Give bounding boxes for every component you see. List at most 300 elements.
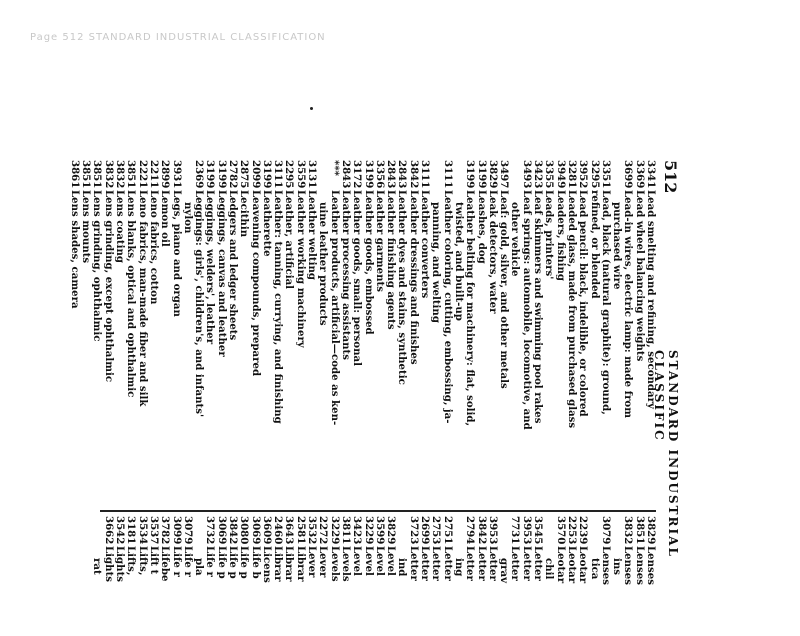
sic-code: 3295 xyxy=(588,160,601,189)
entry-description: Leggings, canvas and leather xyxy=(215,190,228,357)
sic-code: 3851 xyxy=(125,160,138,189)
index-entry xyxy=(520,160,531,510)
index-entry xyxy=(193,160,204,510)
index-entry xyxy=(261,160,272,510)
sic-code: 2843 xyxy=(396,160,409,189)
sic-code: 3532 xyxy=(306,516,319,545)
sic-code: 2272 xyxy=(317,516,330,545)
sic-code: 3842 xyxy=(227,516,240,545)
index-entry xyxy=(351,160,362,510)
sic-code: 3851 xyxy=(633,516,646,545)
entry-description: Life p xyxy=(238,546,251,579)
index-entry xyxy=(419,160,430,510)
entry-description: Leavening compounds, prepared xyxy=(249,190,262,377)
sic-code: 3199 xyxy=(260,160,273,189)
index-entry xyxy=(261,516,272,636)
sic-code: 3199 xyxy=(204,160,217,189)
entry-description: Leather welting xyxy=(306,190,319,280)
index-entry xyxy=(91,160,102,510)
entry-description: Leather garments xyxy=(373,190,386,292)
index-entry xyxy=(136,516,147,636)
entry-description: Letter xyxy=(464,546,477,581)
entry-description: Leather, artificial xyxy=(283,190,296,290)
sic-code: 2699 xyxy=(419,516,432,545)
sic-code: 7731 xyxy=(509,516,522,545)
entry-description: Letter xyxy=(475,546,488,581)
index-entry xyxy=(374,160,385,510)
page-header xyxy=(652,160,680,620)
sic-code: 2581 xyxy=(294,516,307,545)
entry-description: Letter xyxy=(520,546,533,581)
entry-description: Leotar xyxy=(577,546,590,584)
index-entry xyxy=(633,516,644,636)
sic-code: 3079 xyxy=(599,516,612,545)
entry-description: Ledgers and ledger sheets xyxy=(227,190,240,341)
entry-description: Lenses xyxy=(622,546,635,586)
entry-description: Lights xyxy=(114,546,127,583)
entry-description: ind xyxy=(396,558,409,577)
sic-code: 2369 xyxy=(193,160,206,189)
index-entry xyxy=(362,160,373,510)
index-entry xyxy=(464,516,475,636)
entry-description: Leatherette xyxy=(260,190,273,257)
entry-description: Lecithin xyxy=(238,190,251,238)
entry-description: Leather: tanning, currying, and finishing xyxy=(272,190,285,424)
entry-description: Leather goods, small: personal xyxy=(351,190,364,366)
sic-code: 3842 xyxy=(407,160,420,189)
index-entry xyxy=(419,516,430,636)
entry-description: Lens blanks, optical and ophthalmic xyxy=(125,190,138,398)
sic-code: 3952 xyxy=(577,160,590,189)
sic-code: 3570 xyxy=(554,516,567,545)
entry-description: Letter xyxy=(532,546,545,581)
entry-description: Letter xyxy=(419,546,432,581)
entry-description: Leather products, artificial—code as ken- xyxy=(328,190,341,426)
entry-description: Lead smelting and refining, secondary xyxy=(645,190,657,409)
sic-code: 3723 xyxy=(407,516,420,545)
sic-code: 3493 xyxy=(520,160,533,189)
index-entry xyxy=(238,516,249,636)
index-entry xyxy=(407,516,418,636)
index-entry xyxy=(611,516,622,636)
sic-code: 3080 xyxy=(238,516,251,545)
entry-description: Life b xyxy=(249,546,262,579)
index-entry xyxy=(577,516,588,636)
entry-description: ing xyxy=(452,558,465,577)
index-entry xyxy=(182,160,193,510)
sic-code xyxy=(509,160,520,190)
sic-code: 2753 xyxy=(430,516,443,545)
entry-description: pla xyxy=(193,558,206,576)
entry-description: Life r xyxy=(181,546,194,577)
index-entry xyxy=(566,516,577,636)
sic-code: 3229 xyxy=(362,516,375,545)
entry-description: Lift t xyxy=(147,546,160,575)
index-entry xyxy=(554,516,565,636)
index-entry xyxy=(215,516,226,636)
sic-code: 2843 xyxy=(339,160,352,189)
index-entry xyxy=(622,160,633,510)
entry-description: Leather finishing agents xyxy=(385,190,398,330)
entry-description: Leaders, fishing xyxy=(554,190,567,281)
sic-code: 3542 xyxy=(114,516,127,545)
sic-code: 3953 xyxy=(486,516,499,545)
index-entry xyxy=(249,160,260,510)
entry-description: Leggings: girls', children's, and infants' xyxy=(193,190,206,418)
scan-header: Page 512 STANDARD INDUSTRIAL CLASSIFICATION xyxy=(30,32,326,43)
index-entry xyxy=(453,160,464,510)
index-entry xyxy=(600,160,611,510)
sic-code: 3423 xyxy=(532,160,545,189)
entry-description: Leather coloring, cutting, embossing, ja- xyxy=(441,190,454,424)
entry-description: Lever xyxy=(317,546,330,578)
entry-description: Leather converters xyxy=(419,190,432,299)
entry-description: Lead pencil: black, indelible, or colored xyxy=(577,190,590,417)
index-entry xyxy=(340,160,351,510)
index-entry xyxy=(182,516,193,636)
entry-description: Lights xyxy=(102,546,115,583)
entry-description: Leashes, dog xyxy=(475,190,488,264)
entry-description: Leno fabrics, man-made fiber and silk xyxy=(136,190,149,407)
entry-description: Leak detectors, water xyxy=(486,190,499,314)
entry-description: Lifebe xyxy=(159,546,172,582)
sic-code: 3099 xyxy=(170,516,183,545)
sic-code: 3829 xyxy=(385,516,398,545)
sic-code: *** xyxy=(328,160,341,176)
sic-code: 3111 xyxy=(419,160,432,189)
index-entry xyxy=(453,516,464,636)
index-entry xyxy=(645,160,656,510)
sic-code: 3832 xyxy=(102,160,115,189)
entry-description: ins xyxy=(611,558,624,576)
index-entry xyxy=(475,516,486,636)
sic-code: 3662 xyxy=(102,516,115,545)
sic-code: 3281 xyxy=(565,160,578,189)
index-entry xyxy=(441,516,452,636)
right-index-column xyxy=(91,516,657,636)
index-entry xyxy=(600,516,611,636)
sic-code: 3811 xyxy=(339,516,352,545)
index-entry xyxy=(193,516,204,636)
entry-description: Librar xyxy=(283,546,296,582)
sic-code: 3199 xyxy=(475,160,488,189)
index-entry xyxy=(351,516,362,636)
index-entry xyxy=(464,160,475,510)
index-entry xyxy=(374,516,385,636)
index-entry xyxy=(102,160,113,510)
sic-code: 3832 xyxy=(114,160,127,189)
entry-description: Lens coating xyxy=(114,190,127,264)
sic-code: 3931 xyxy=(170,160,183,189)
index-entry xyxy=(543,160,554,510)
entry-description: panning, and welting xyxy=(430,202,443,323)
entry-description: Leather dressings and finishes xyxy=(407,190,420,365)
sic-code: 2253 xyxy=(565,516,578,545)
sic-code: 3111 xyxy=(441,160,454,189)
sic-code xyxy=(317,160,328,190)
entry-description: Leaf skimmers and swimming pool rakes xyxy=(532,190,545,424)
sic-code: 2295 xyxy=(283,160,296,189)
entry-description: Letter xyxy=(486,546,499,581)
entry-description: Leather working machinery xyxy=(294,190,307,348)
entry-description: Lead-in wires, electric lamp: made from xyxy=(622,190,635,419)
entry-description: Leaf springs: automobile, locomotive, and xyxy=(520,190,533,430)
entry-description: Lead wheel balancing weights xyxy=(633,190,646,362)
speck xyxy=(310,107,313,110)
sic-code: 2211 xyxy=(147,160,160,189)
entry-description: Leather goods, embossed xyxy=(362,190,375,335)
index-entry xyxy=(385,516,396,636)
index-entry xyxy=(611,160,622,510)
sic-code: 3355 xyxy=(543,160,556,189)
sic-code: 3851 xyxy=(91,160,104,189)
index-entry xyxy=(498,516,509,636)
index-entry xyxy=(148,516,159,636)
index-entry xyxy=(645,516,656,636)
sic-code: 3861 xyxy=(68,160,81,189)
sic-code: 3537 xyxy=(147,516,160,545)
sic-code: 3829 xyxy=(645,516,657,545)
page-title: STANDARD INDUSTRIAL CLASSIFIC xyxy=(652,350,680,558)
entry-description: rat xyxy=(91,558,104,575)
page-number: 512 xyxy=(661,160,680,194)
entry-description: other vehicle xyxy=(509,202,522,277)
entry-description: Lens grinding, ophthalmic xyxy=(91,190,104,342)
index-entry xyxy=(238,160,249,510)
sic-code: 3341 xyxy=(645,160,657,189)
entry-description: tica xyxy=(588,558,601,580)
entry-description: Lemon oil xyxy=(159,190,172,247)
entry-description: Librar xyxy=(294,546,307,582)
index-entry xyxy=(295,516,306,636)
entry-description: Leno fabrics, cotton xyxy=(147,190,160,305)
sic-code xyxy=(430,160,441,190)
entry-description: Levels xyxy=(328,546,341,582)
sic-code: 3181 xyxy=(125,516,138,545)
index-entry xyxy=(306,160,317,510)
sic-code: 3423 xyxy=(351,516,364,545)
sic-code: 3497 xyxy=(498,160,511,189)
index-entry xyxy=(114,516,125,636)
column-divider xyxy=(100,510,656,512)
index-entry xyxy=(407,160,418,510)
index-entry xyxy=(136,160,147,510)
index-entry xyxy=(622,516,633,636)
sic-code: 2460 xyxy=(272,516,285,545)
entry-description: refined, or blended xyxy=(588,190,601,299)
sic-code: 2875 xyxy=(238,160,251,189)
sic-code: 3953 xyxy=(520,516,533,545)
entry-description: Leads, printers' xyxy=(543,190,556,280)
sic-code: 3199 xyxy=(362,160,375,189)
index-entry xyxy=(385,160,396,510)
entry-description: Leather belting for machinery: flat, solid, xyxy=(464,190,477,427)
index-entry xyxy=(272,516,283,636)
entry-description: Level xyxy=(385,546,398,576)
sic-code: 3699 xyxy=(622,160,635,189)
entry-description: Leotar xyxy=(565,546,578,584)
entry-description: Letter xyxy=(441,546,454,581)
sic-code: 2843 xyxy=(385,160,398,189)
entry-description: Lenses xyxy=(633,546,646,586)
entry-description: Life r xyxy=(170,546,183,577)
index-entry xyxy=(396,160,407,510)
sic-code: 3079 xyxy=(181,516,194,545)
entry-description: Lenses xyxy=(645,546,657,586)
sic-code: 3732 xyxy=(204,516,217,545)
entry-description: Levels xyxy=(339,546,352,582)
sic-code: 3842 xyxy=(475,516,488,545)
index-entry xyxy=(159,160,170,510)
entry-description: Lever xyxy=(306,546,319,578)
index-entry xyxy=(80,160,91,510)
sic-code: 2221 xyxy=(136,160,149,189)
sic-code xyxy=(588,516,599,546)
index-entry xyxy=(362,516,373,636)
index-entry xyxy=(509,160,520,510)
index-entry xyxy=(520,516,531,636)
index-entry xyxy=(227,516,238,636)
sic-code xyxy=(611,516,622,546)
index-entry xyxy=(317,516,328,636)
entry-description: Letter xyxy=(430,546,443,581)
entry-description: grav xyxy=(498,558,511,584)
index-entry xyxy=(588,516,599,636)
index-entry xyxy=(554,160,565,510)
sic-code: 3643 xyxy=(283,516,296,545)
entry-description: Level xyxy=(362,546,375,576)
index-entry xyxy=(396,516,407,636)
entry-description: Letter xyxy=(509,546,522,581)
entry-description: Licens xyxy=(260,546,273,583)
entry-description: Leotar xyxy=(554,546,567,584)
index-entry xyxy=(204,516,215,636)
entry-description: Life p xyxy=(227,546,240,579)
sic-code xyxy=(543,516,554,546)
index-entry xyxy=(125,516,136,636)
entry-description: Level xyxy=(373,546,386,576)
sic-code xyxy=(193,516,204,546)
index-entry xyxy=(114,160,125,510)
index-entry xyxy=(475,160,486,510)
index-entry xyxy=(577,160,588,510)
entry-description: Leaf: gold, silver, and other metals xyxy=(498,190,511,389)
index-entry xyxy=(328,160,339,510)
entry-description: nylon xyxy=(181,202,194,234)
entry-description: Lead, black (natural graphite): ground, xyxy=(599,190,612,415)
sic-code xyxy=(611,160,622,190)
entry-description: Level xyxy=(351,546,364,576)
sic-code xyxy=(91,516,102,546)
index-entry xyxy=(227,160,238,510)
index-entry xyxy=(487,160,498,510)
sic-code xyxy=(498,516,509,546)
sic-code: 3356 xyxy=(373,160,386,189)
sic-code: 2899 xyxy=(159,160,172,189)
index-entry xyxy=(91,516,102,636)
entry-description: Lifts, xyxy=(125,546,138,576)
sic-code: 3559 xyxy=(294,160,307,189)
sic-code: 2239 xyxy=(577,516,590,545)
sic-code xyxy=(453,160,464,190)
sic-code: 2751 xyxy=(441,516,454,545)
index-entry xyxy=(215,160,226,510)
entry-description: chil xyxy=(543,558,556,580)
entry-description: twisted, and built-up xyxy=(452,202,465,321)
entry-description: Lens grinding, except ophthalmic xyxy=(102,190,115,383)
sic-code: 3832 xyxy=(622,516,635,545)
index-entry xyxy=(487,516,498,636)
index-entry xyxy=(430,516,441,636)
sic-code: 3829 xyxy=(486,160,499,189)
index-entry xyxy=(441,160,452,510)
sic-code: 3131 xyxy=(306,160,319,189)
sic-code: 2782 xyxy=(227,160,240,189)
sic-code: 3069 xyxy=(249,516,262,545)
entry-description: Leather dyes and stains, synthetic xyxy=(396,190,409,385)
sic-code xyxy=(453,516,464,546)
entry-description: Legs, piano and organ xyxy=(170,190,183,317)
sic-code: 3782 xyxy=(159,516,172,545)
entry-description: uine leather products xyxy=(317,202,330,326)
sic-code xyxy=(182,160,193,190)
index-entry xyxy=(170,516,181,636)
index-entry xyxy=(102,516,113,636)
entry-description: purchased wire xyxy=(611,202,624,290)
index-entry xyxy=(340,516,351,636)
index-entry xyxy=(204,160,215,510)
sic-code: 3069 xyxy=(215,516,228,545)
sic-code xyxy=(396,516,407,546)
index-entry xyxy=(306,516,317,636)
sic-code: 3949 xyxy=(554,160,567,189)
sic-code: 3172 xyxy=(351,160,364,189)
entry-description: Life r xyxy=(204,546,217,577)
sic-code: 3199 xyxy=(215,160,228,189)
sic-code: 3111 xyxy=(272,160,285,189)
index-entry xyxy=(283,160,294,510)
sic-code: 3199 xyxy=(464,160,477,189)
sic-code: 3599 xyxy=(373,516,386,545)
sic-code: 2794 xyxy=(464,516,477,545)
index-entry xyxy=(69,160,80,510)
index-entry xyxy=(430,160,441,510)
entry-description: Lifts, xyxy=(136,546,149,576)
index-entry xyxy=(272,160,283,510)
index-entry xyxy=(588,160,599,510)
entry-description: Lenses xyxy=(599,546,612,586)
sic-code: 3229 xyxy=(328,516,341,545)
entry-description: Lens shades, camera xyxy=(68,190,81,309)
entry-description: Leggings, welders', leather xyxy=(204,190,217,345)
index-entry xyxy=(295,160,306,510)
index-entry xyxy=(317,160,328,510)
entry-description: Leaded glass, made from purchased glass xyxy=(565,190,578,429)
entry-description: Lens mounts xyxy=(80,190,93,264)
entry-description: Leather processing assistants xyxy=(339,190,352,360)
entry-description: Librar xyxy=(272,546,285,582)
index-entry xyxy=(283,516,294,636)
index-entry xyxy=(170,160,181,510)
index-entry xyxy=(633,160,644,510)
index-entry xyxy=(249,516,260,636)
sic-code: 3369 xyxy=(633,160,646,189)
rotated-page xyxy=(68,160,680,620)
entry-description: Life p xyxy=(215,546,228,579)
index-entry xyxy=(498,160,509,510)
sic-code: 3351 xyxy=(599,160,612,189)
index-entry xyxy=(328,516,339,636)
